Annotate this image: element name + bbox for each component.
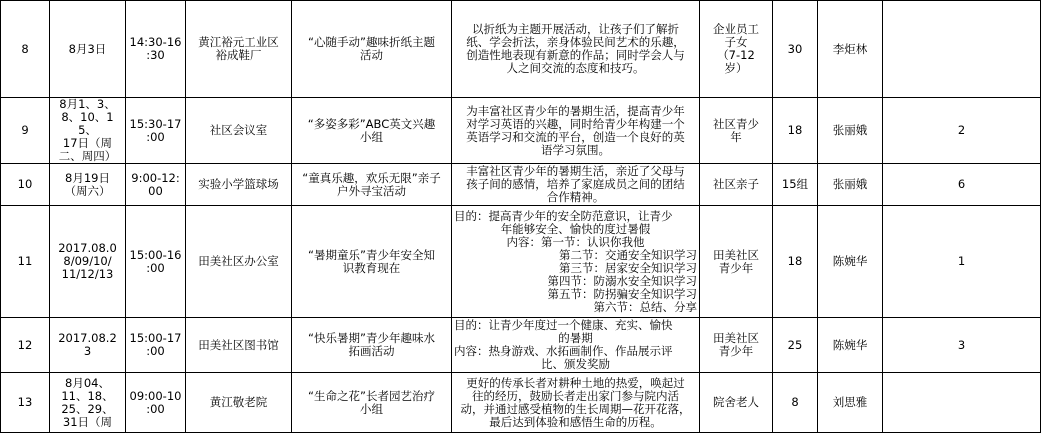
cell-title	[292, 318, 452, 373]
cell-date	[50, 373, 126, 433]
cell-time-text: 15:00-17 :00	[129, 331, 182, 358]
cell-target	[700, 373, 773, 433]
cell-target-text: 田美社区 青少年	[713, 331, 759, 358]
content-line: 第五节：防拐骗安全知识学习	[547, 286, 697, 301]
cell-leader-text: 张丽娥	[832, 177, 868, 191]
cell-place-text: 社区会议室	[209, 123, 268, 137]
table-row	[1, 318, 1041, 373]
content-text	[454, 377, 697, 429]
cell-date-text: 8月3日	[68, 41, 107, 56]
cell-number-text: 13	[17, 395, 33, 409]
content-line: 纸、学会折法，亲身体验民间艺术的乐趣，	[466, 35, 685, 49]
cell-target-text: 企业员工 子女 （7-12 岁）	[713, 22, 759, 75]
content-line: 人之间交流的态度和技巧。	[506, 61, 645, 75]
content-line: 英语学习和交流的平台，创造一个良好的英	[466, 129, 685, 144]
cell-date-text: 2017.08.2 3	[58, 331, 117, 358]
cell-title	[292, 1, 452, 98]
content-line: 往的经历，鼓励长者走出家门参与院内活	[472, 388, 679, 403]
cell-extra	[883, 1, 1041, 98]
cell-title-text: “童真乐趣，欢乐无限”亲子 户外寻宝活动	[302, 170, 441, 198]
cell-content	[452, 164, 700, 206]
cell-time	[126, 373, 186, 433]
cell-number	[1, 1, 50, 98]
content-line: 为丰富社区青少年的暑期生活，提高青少年	[466, 103, 685, 118]
cell-time	[126, 98, 186, 164]
table-row	[1, 373, 1041, 433]
cell-place	[186, 98, 292, 164]
cell-target	[700, 1, 773, 98]
cell-title-text: “暑期童乐”青少年安全知 识教育现在	[308, 247, 435, 275]
content-line: 目的：让青少年度过一个健康、充实、愉快	[454, 318, 673, 332]
content-line: 第四节：防溺水安全知识学习	[547, 273, 697, 288]
cell-extra	[883, 373, 1041, 433]
cell-time	[126, 206, 186, 318]
cell-number-text: 9	[21, 123, 29, 137]
cell-time	[126, 164, 186, 206]
content-line: 更好的传承长者对耕种土地的热爱，唤起过	[466, 375, 685, 390]
cell-number-text: 11	[17, 254, 33, 268]
content-line: 孩子间的感情，培养了家庭成员之间的团结	[466, 177, 685, 191]
cell-place	[186, 1, 292, 98]
cell-time-text: 9:00-12: 00	[131, 170, 180, 198]
cell-count-text: 25	[787, 337, 803, 352]
content-text	[454, 319, 697, 371]
cell-time	[126, 1, 186, 98]
content-line: 年能够安全、愉快的度过暑假	[500, 221, 651, 236]
cell-extra	[883, 98, 1041, 164]
cell-number-text: 12	[17, 337, 33, 352]
cell-number	[1, 318, 50, 373]
table-row	[1, 164, 1041, 206]
content-text	[454, 165, 697, 204]
cell-number	[1, 206, 50, 318]
cell-number-text: 10	[17, 177, 33, 191]
cell-extra-text: 1	[957, 254, 966, 268]
cell-place-text: 黄江敬老院	[209, 395, 268, 409]
cell-title-text: “多姿多彩”ABC英文兴趣 小组	[307, 116, 436, 144]
cell-date	[50, 98, 126, 164]
cell-count-text: 30	[787, 41, 803, 56]
cell-count-text: 15组	[781, 177, 809, 191]
content-line: 第二节：交通安全知识学习	[559, 247, 697, 262]
cell-extra	[883, 318, 1041, 373]
cell-time-text: 15:00-16 :00	[129, 247, 182, 275]
cell-extra	[883, 164, 1041, 206]
cell-count-text: 18	[787, 123, 803, 137]
cell-count	[773, 164, 818, 206]
cell-leader-text: 李炬林	[832, 41, 868, 56]
cell-content	[452, 373, 700, 433]
content-line: 创造性地表现有新意的作品；同时学会人与	[466, 48, 685, 62]
cell-date-text: 8月04、 11、18、 25、29、 31日（周	[61, 375, 114, 429]
cell-time-text: 15:30-17 :00	[129, 116, 182, 144]
content-line: 的暑期	[558, 331, 593, 345]
cell-leader-text: 张丽娥	[832, 123, 868, 137]
cell-leader	[818, 1, 883, 98]
cell-number	[1, 373, 50, 433]
content-line: 第六节：总结、分享	[593, 299, 697, 314]
cell-title-text: “生命之花”长者园艺治疗 小组	[308, 388, 435, 416]
cell-time-text: 09:00-10 :00	[129, 388, 182, 416]
cell-extra-text: 6	[957, 177, 966, 191]
cell-content	[452, 1, 700, 98]
cell-date-text: 8月1、3、 8、10、15、 17日（周 二、周四）	[58, 97, 117, 163]
cell-leader-text: 陈婉华	[832, 337, 868, 352]
content-line: 合作精神。	[546, 190, 605, 204]
content-line: 内容：第一节：认识你我他	[506, 234, 645, 249]
content-line: 最后达到体验和感悟生命的历程。	[489, 414, 662, 429]
cell-target	[700, 318, 773, 373]
table-row	[1, 206, 1041, 318]
content-line: 对学习英语的兴趣，同时给青少年构建一个	[466, 116, 685, 131]
content-text	[454, 210, 697, 314]
cell-content	[452, 98, 700, 164]
content-line: 内容：热身游戏、水拓画制作、作品展示评	[454, 344, 673, 358]
cell-date	[50, 318, 126, 373]
cell-number	[1, 98, 50, 164]
cell-date-text: 8月19日 （周六）	[64, 170, 111, 198]
content-line: 丰富社区青少年的暑期生活，亲近了父母与	[466, 164, 685, 178]
cell-count	[773, 206, 818, 318]
cell-place-text: 田美社区图书馆	[198, 337, 279, 352]
cell-date	[50, 1, 126, 98]
cell-target-text: 社区青少 年	[713, 116, 759, 144]
content-line: 动，并通过感受植物的生长周期—花开花落，	[460, 401, 691, 416]
cell-date-text: 2017.08.0 8/09/10/ 11/12/13	[58, 241, 117, 281]
cell-extra-text: 2	[957, 123, 966, 137]
cell-extra	[883, 206, 1041, 318]
cell-leader-text: 陈婉华	[832, 254, 868, 268]
cell-leader	[818, 164, 883, 206]
content-line: 语学习氛围。	[541, 142, 610, 157]
cell-title	[292, 164, 452, 206]
cell-leader	[818, 373, 883, 433]
content-text	[454, 105, 697, 157]
cell-target-text: 社区亲子	[713, 177, 759, 191]
cell-count	[773, 98, 818, 164]
content-line: 以折纸为主题开展活动，让孩子们了解折	[472, 22, 679, 36]
table-row	[1, 98, 1041, 164]
cell-leader	[818, 206, 883, 318]
cell-time-text: 14:30-16 :30	[129, 35, 182, 62]
cell-leader	[818, 318, 883, 373]
cell-place-text: 实验小学篮球场	[198, 177, 279, 191]
content-line: 比、颁发奖励	[541, 357, 610, 371]
cell-title-text: “心随手动”趣味折纸主题 活动	[308, 35, 435, 62]
cell-count-text: 8	[791, 395, 799, 409]
cell-count	[773, 318, 818, 373]
cell-count	[773, 373, 818, 433]
cell-title	[292, 98, 452, 164]
cell-title	[292, 373, 452, 433]
cell-place	[186, 318, 292, 373]
table-body	[1, 1, 1041, 433]
cell-target-text: 院舍老人	[713, 395, 759, 409]
cell-target	[700, 98, 773, 164]
cell-number-text: 8	[21, 41, 29, 56]
cell-extra-text: 3	[957, 337, 966, 352]
cell-title	[292, 206, 452, 318]
cell-place-text: 黄江裕元工业区 裕成鞋厂	[198, 35, 279, 62]
cell-title-text: “快乐暑期”青少年趣味水 拓画活动	[308, 331, 435, 358]
cell-place	[186, 373, 292, 433]
cell-target	[700, 206, 773, 318]
cell-content	[452, 206, 700, 318]
cell-place	[186, 206, 292, 318]
cell-time	[126, 318, 186, 373]
cell-date	[50, 164, 126, 206]
cell-leader	[818, 98, 883, 164]
cell-count	[773, 1, 818, 98]
content-line: 目的：提高青少年的安全防范意识，让青少	[454, 208, 673, 223]
content-line: 第三节：居家安全知识学习	[559, 260, 697, 275]
cell-date	[50, 206, 126, 318]
table-row	[1, 1, 1041, 98]
cell-content	[452, 318, 700, 373]
cell-leader-text: 刘思雅	[832, 395, 868, 409]
cell-number	[1, 164, 50, 206]
cell-count-text: 18	[787, 254, 803, 268]
content-text	[454, 23, 697, 75]
cell-target	[700, 164, 773, 206]
cell-place	[186, 164, 292, 206]
cell-target-text: 田美社区 青少年	[713, 247, 759, 275]
cell-place-text: 田美社区办公室	[198, 254, 279, 268]
